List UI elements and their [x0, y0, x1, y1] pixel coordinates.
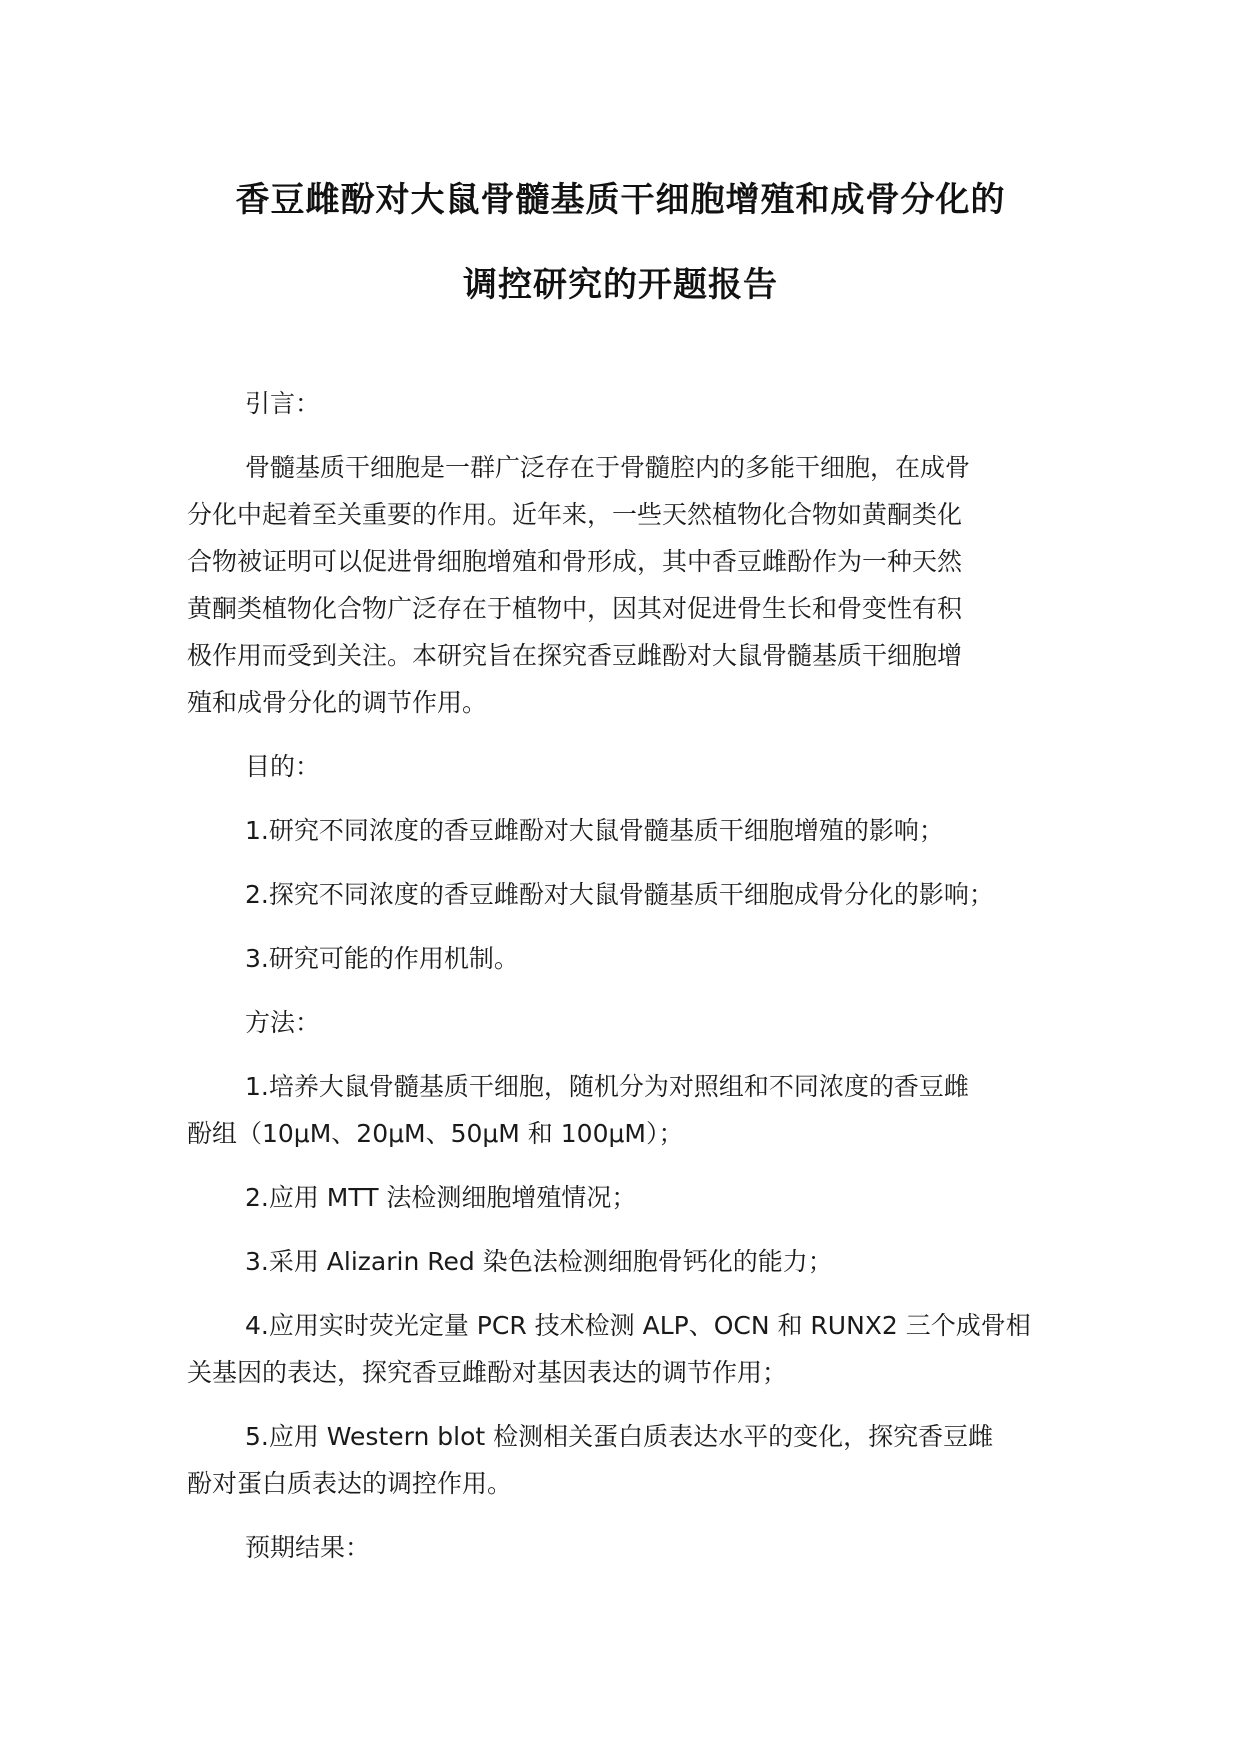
method-item-1: 1.培养大鼠骨髓基质干细胞，随机分为对照组和不同浓度的香豆雌 酚组（10μM、20μM、50μM 和 100μM）；	[187, 1072, 969, 1148]
document-body	[187, 380, 1087, 1588]
heading-expected-results: 预期结果：	[245, 1533, 371, 1562]
heading-introduction: 引言：	[245, 389, 321, 418]
paragraph-introduction: 骨髓基质干细胞是一群广泛存在于骨髓腔内的多能干细胞，在成骨 分化中起着至关重要的作用。近年来，一些天然植物化合物如黄酮类化 合物被证明可以促进骨细胞增殖和骨形成，其中香豆雌酚作为一种天然 黄酮类植物化合物广泛存在于植物中，因其对促进骨生长和骨变性有积 极作用而受到关注。本研究旨在探究香豆雌酚对大鼠骨髓基质干细胞增 殖和成骨分化的调节作用。	[187, 453, 971, 717]
heading-purpose: 目的：	[245, 752, 321, 781]
purpose-item-2: 2.探究不同浓度的香豆雌酚对大鼠骨髓基质干细胞成骨分化的影响；	[245, 880, 994, 909]
purpose-item-3: 3.研究可能的作用机制。	[245, 944, 519, 973]
method-item-2: 2.应用 MTT 法检测细胞增殖情况；	[245, 1183, 637, 1212]
method-item-5: 5.应用 Western blot 检测相关蛋白质表达水平的变化，探究香豆雌 酚对蛋白质表达的调控作用。	[187, 1422, 994, 1498]
method-item-3: 3.采用 Alizarin Red 染色法检测细胞骨钙化的能力；	[245, 1247, 833, 1276]
document-title-line-1: 香豆雌酚对大鼠骨髓基质干细胞增殖和成骨分化的	[235, 180, 1006, 220]
heading-methods: 方法：	[245, 1008, 321, 1037]
purpose-item-1: 1.研究不同浓度的香豆雌酚对大鼠骨髓基质干细胞增殖的影响；	[245, 816, 944, 845]
method-item-4: 4.应用实时荧光定量 PCR 技术检测 ALP、OCN 和 RUNX2 三个成骨相 关基因的表达，探究香豆雌酚对基因表达的调节作用；	[187, 1311, 1031, 1387]
document-title-line-2: 调控研究的开题报告	[463, 265, 778, 305]
